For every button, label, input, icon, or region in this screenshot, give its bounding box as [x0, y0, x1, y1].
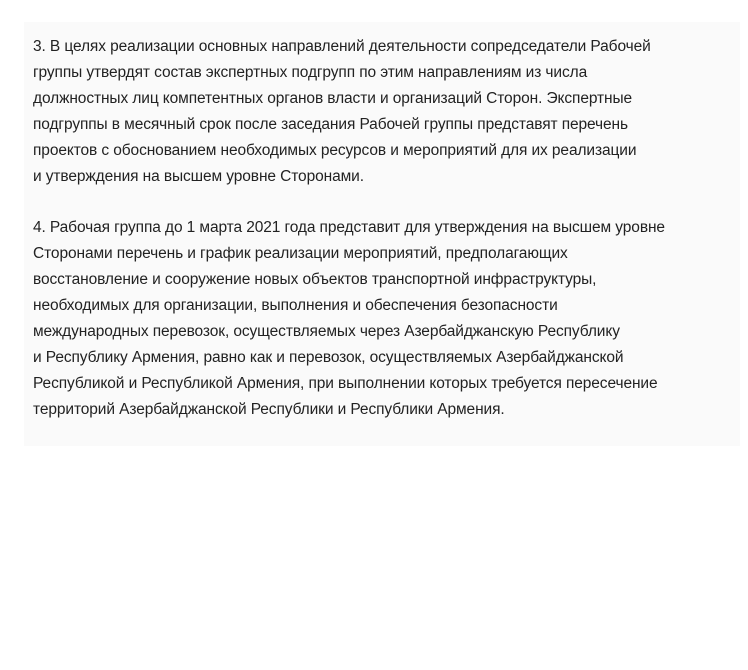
- paragraph-line: и утверждения на высшем уровне Сторонами.: [33, 168, 364, 185]
- paragraph-line: международных перевозок, осуществляемых через Азербайджанскую Республику: [33, 323, 620, 340]
- paragraph-line: и Республику Армения, равно как и перевозок, осуществляемых Азербайджанской: [33, 349, 624, 366]
- paragraph-line: проектов с обоснованием необходимых ресурсов и мероприятий для их реализации: [33, 142, 637, 159]
- paragraph-line: территорий Азербайджанской Республики и Республики Армения.: [33, 401, 505, 418]
- paragraph-line: Сторонами перечень и график реализации мероприятий, предполагающих: [33, 245, 568, 262]
- paragraph-line: группы утвердят состав экспертных подгрупп по этим направлениям из числа: [33, 64, 588, 81]
- document-panel: [24, 22, 740, 446]
- paragraph-3: [33, 34, 740, 190]
- paragraph-line: должностных лиц компетентных органов власти и организаций Сторон. Экспертные: [33, 90, 633, 107]
- paragraph-line: Республикой и Республикой Армения, при выполнении которых требуется пересечение: [33, 375, 658, 392]
- paragraph-4: [33, 215, 740, 423]
- paragraph-line: 4. Рабочая группа до 1 марта 2021 года представит для утверждения на высшем уровне: [33, 219, 665, 236]
- paragraph-line: необходимых для организации, выполнения и обеспечения безопасности: [33, 297, 558, 314]
- paragraph-line: подгруппы в месячный срок после заседания Рабочей группы представят перечень: [33, 116, 628, 133]
- paragraph-line: восстановление и сооружение новых объектов транспортной инфраструктуры,: [33, 271, 597, 288]
- paragraph-line: 3. В целях реализации основных направлений деятельности сопредседатели Рабочей: [33, 38, 651, 55]
